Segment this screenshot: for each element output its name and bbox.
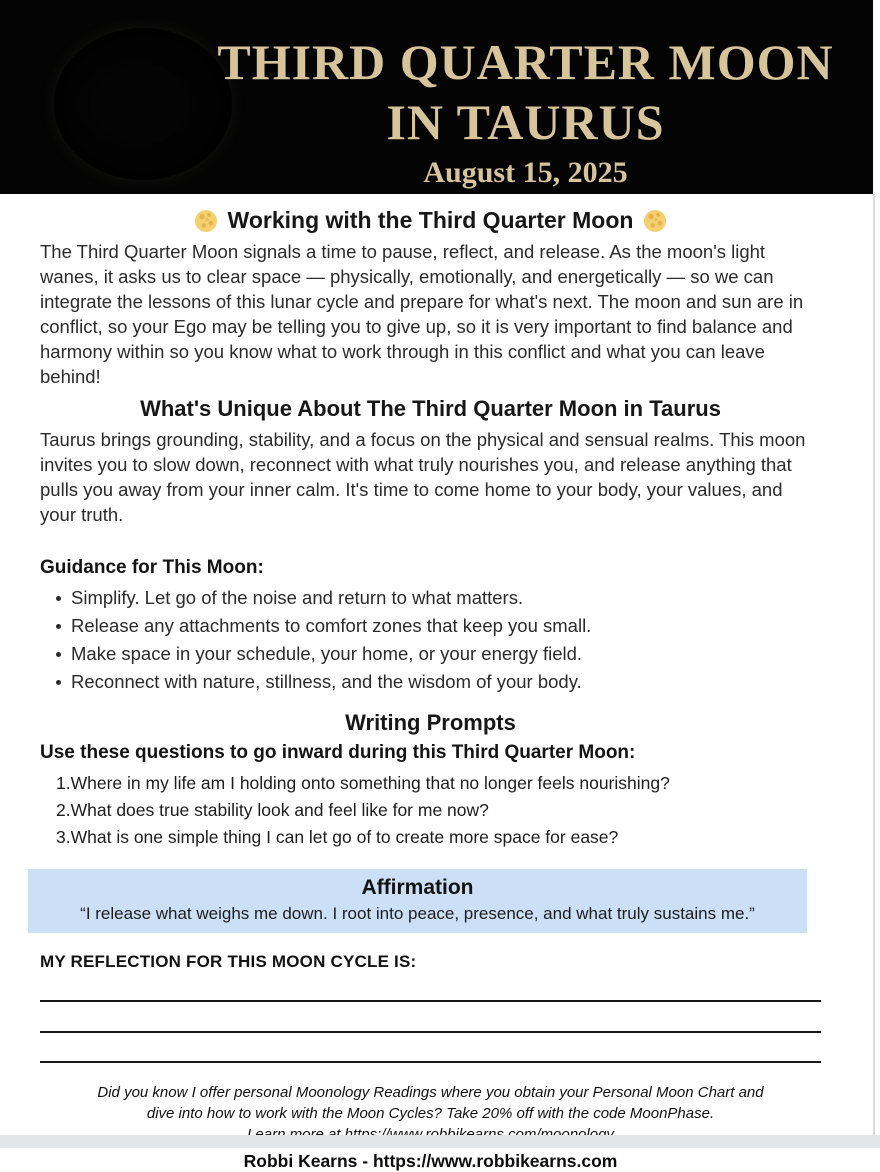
- unique-paragraph: Taurus brings grounding, stability, and a focus on the physical and sensual realms. This moon invites you to slow down, reconnect with what truly nourishes you, and release anything that pulls you away from your inner calm. It's time to come home to your body, your values, and your truth.: [40, 429, 806, 525]
- reflection-heading: MY REFLECTION FOR THIS MOON CYCLE IS:: [40, 952, 417, 971]
- page-right-edge: [873, 194, 875, 1135]
- page-date: August 15, 2025: [423, 156, 628, 189]
- writing-line: [40, 1061, 821, 1063]
- list-item: Simplify. Let go of the noise and return to what matters.: [40, 584, 821, 612]
- page-title-line2: IN TAURUS: [386, 94, 665, 150]
- list-item: What does true stability look and feel like for me now?: [70, 800, 489, 820]
- list-item: Where in my life am I holding onto something that no longer feels nourishing?: [70, 773, 670, 793]
- promo-line: dive into how to work with the Moon Cycles? Take 20% off with the code MoonPhase.: [146, 1105, 715, 1122]
- affirmation-heading: Affirmation: [361, 876, 474, 899]
- list-item: Release any attachments to comfort zones that keep you small.: [40, 612, 821, 640]
- section-heading-unique: What's Unique About The Third Quarter Moon in Taurus: [140, 396, 721, 421]
- working-paragraph: The Third Quarter Moon signals a time to pause, reflect, and release. As the moon's light wanes, it asks us to clear space — physically, emotionally, and energetically — so we can integrate the lessons of this lunar cycle and prepare for what's next. The moon and sun are in conflict, so your Ego may be telling you to give up, so it is very important to find balance and harmony within so you know what to work through in this conflict and what you can leave behind!: [40, 241, 804, 387]
- full-moon-emoji-icon: [195, 210, 217, 232]
- list-item: What is one simple thing I can let go of to create more space for ease?: [70, 827, 619, 847]
- author-byline: Robbi Kearns - https://www.robbikearns.com: [243, 1151, 618, 1171]
- bottom-chrome-bar: [0, 1135, 880, 1148]
- working-heading-text: Working with the Third Quarter Moon: [227, 207, 634, 233]
- section-heading-prompts: Writing Prompts: [345, 710, 516, 735]
- guidance-list: [40, 584, 821, 696]
- list-item: Reconnect with nature, stillness, and the wisdom of your body.: [40, 668, 821, 696]
- guidance-heading: Guidance for This Moon:: [40, 557, 264, 578]
- header-banner: [0, 0, 873, 194]
- section-heading-working: [40, 207, 821, 234]
- prompts-subtitle: Use these questions to go inward during this Third Quarter Moon:: [40, 742, 636, 763]
- document-body: [0, 207, 873, 1172]
- prompts-list: [40, 770, 821, 851]
- affirmation-box: [28, 869, 807, 933]
- header-title-block: [178, 32, 873, 191]
- affirmation-quote: “I release what weighs me down. I root into peace, presence, and what truly sustains me.”: [80, 904, 755, 923]
- full-moon-emoji-icon: [644, 210, 666, 232]
- list-item: Make space in your schedule, your home, or your energy field.: [40, 640, 821, 668]
- writing-line: [40, 1000, 821, 1002]
- page-title-line1: THIRD QUARTER MOON: [217, 34, 834, 90]
- writing-line: [40, 1031, 821, 1033]
- promo-line: Did you know I offer personal Moonology Readings where you obtain your Personal Moon Chart and: [97, 1084, 764, 1101]
